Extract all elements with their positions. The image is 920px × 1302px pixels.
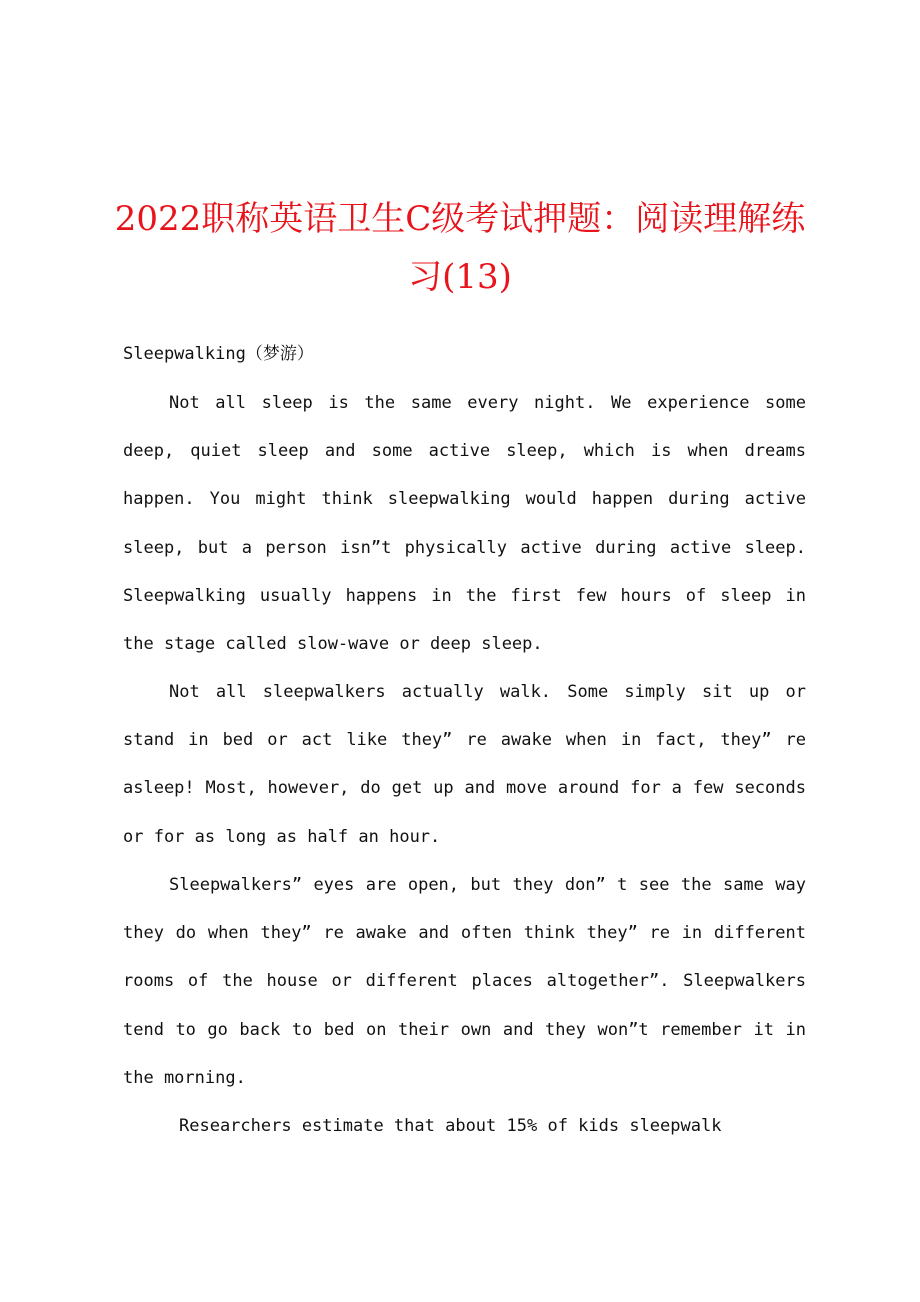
article-subtitle: Sleepwalking（梦游） <box>123 344 314 364</box>
paragraph-4: Researchers estimate that about 15% of kids sleepwalk <box>179 1116 722 1136</box>
paragraph-2: Not all sleepwalkers actually walk. Some simply sit up or stand in bed or act like they” re awake when in fact, they” re asleep! Most, however, do get up and move around for a few seconds or for as long as half an hour. <box>123 682 806 847</box>
paragraph-1: Not all sleep is the same every night. We experience some deep, quiet sleep and some active sleep, which is when dreams happen. You might think sleepwalking would happen during active sleep, but a person isn”t physically active during active sleep. Sleepwalking usually happens in the first few hours of sleep in the stage called slow-wave or deep sleep. <box>123 393 806 655</box>
document-title: 2022职称英语卫生C级考试押题：阅读理解练习(13) <box>114 199 806 297</box>
paragraph-3: Sleepwalkers” eyes are open, but they don” t see the same way they do when they” re awake and often think they” re in different rooms of the house or different places altogether”. Sleepwalkers tend to go back to bed on their own and they won”t remember it in the morning. <box>123 875 806 1088</box>
